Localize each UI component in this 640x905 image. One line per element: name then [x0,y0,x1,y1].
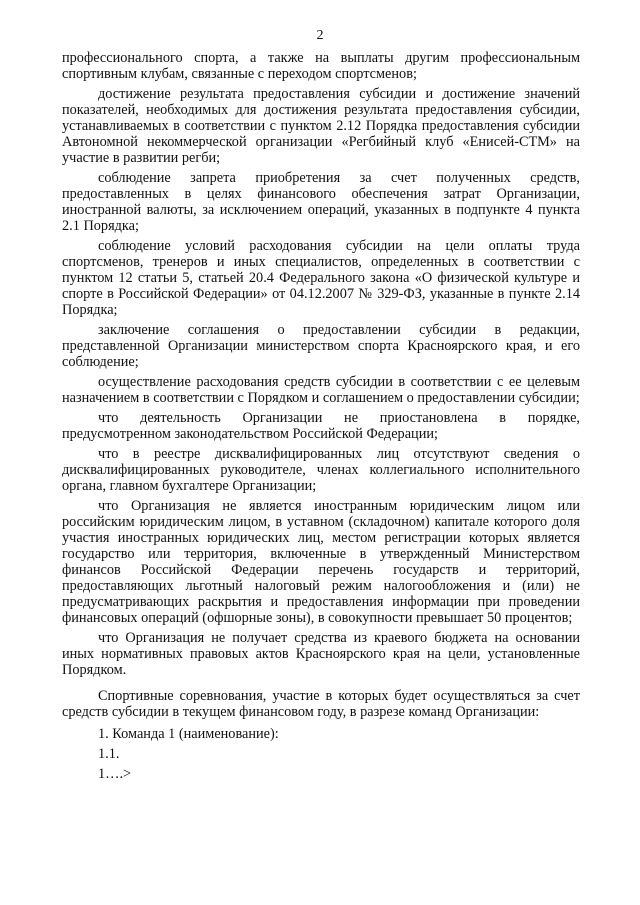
paragraph: что Организация не является иностранным юридическим лицом или российским юридическим лицом, в уставном (складочном) капитале которого доля участия иностранных юридических лиц, местом регистрации которых является государство или территория, включенные в утвержденный Министерством финансов Российской Федерации перечень государств и территорий, предоставляющих льготный налоговый режим налогообложения и (или) не предусматривающих раскрытия и предоставления информации при проведении финансовых операций (офшорные зоны), в совокупности превышает 50 процентов; [62,498,580,626]
paragraph: что в реестре дисквалифицированных лиц отсутствуют сведения о дисквалифицированных руководителе, членах коллегиального исполнительного органа, главном бухгалтере Организации; [62,446,580,494]
paragraph: Спортивные соревнования, участие в которых будет осуществляться за счет средств субсидии в текущем финансовом году, в разрезе команд Организации: [62,688,580,720]
paragraph: профессионального спорта, а также на выплаты другим профессиональным спортивным клубам, связанные с переходом спортсменов; [62,50,580,82]
list-item: 1.1. [98,746,120,762]
paragraph: осуществление расходования средств субсидии в соответствии с ее целевым назначением в соответствии с Порядком и соглашением о предоставлении субсидии; [62,374,580,406]
list-item: 1. Команда 1 (наименование): [98,726,279,742]
document-body [62,50,580,784]
paragraph: достижение результата предоставления субсидии и достижение значений показателей, необходимых для достижения результата предоставления субсидии, устанавливаемых в соответствии с пунктом 2.12 Порядка предоставления субсидии Автономной некоммерческой организации «Регбийный клуб «Енисей-СТМ» на участие в развитии регби; [62,86,580,166]
paragraph: соблюдение условий расходования субсидии на цели оплаты труда спортсменов, тренеров и иных специалистов, определенных в соответствии с пунктом 12 статьи 5, статьей 20.4 Федерального закона «О физической культуре и спорте в Российской Федерации» от 04.12.2007 № 329-ФЗ, указанные в пункте 2.14 Порядка; [62,238,580,318]
paragraph: что Организация не получает средства из краевого бюджета на основании иных нормативных правовых актов Красноярского края на цели, установленные Порядком. [62,630,580,678]
paragraph: соблюдение запрета приобретения за счет полученных средств, предоставленных в целях финансового обеспечения затрат Организации, иностранной валюты, за исключением операций, указанных в подпункте 4 пункта 2.1 Порядка; [62,170,580,234]
page-number: 2 [316,28,324,43]
paragraph: заключение соглашения о предоставлении субсидии в редакции, представленной Организации министерством спорта Красноярского края, и его соблюдение; [62,322,580,370]
paragraph: что деятельность Организации не приостановлена в порядке, предусмотренном законодательством Российской Федерации; [62,410,580,442]
list-item: 1….> [98,766,132,782]
